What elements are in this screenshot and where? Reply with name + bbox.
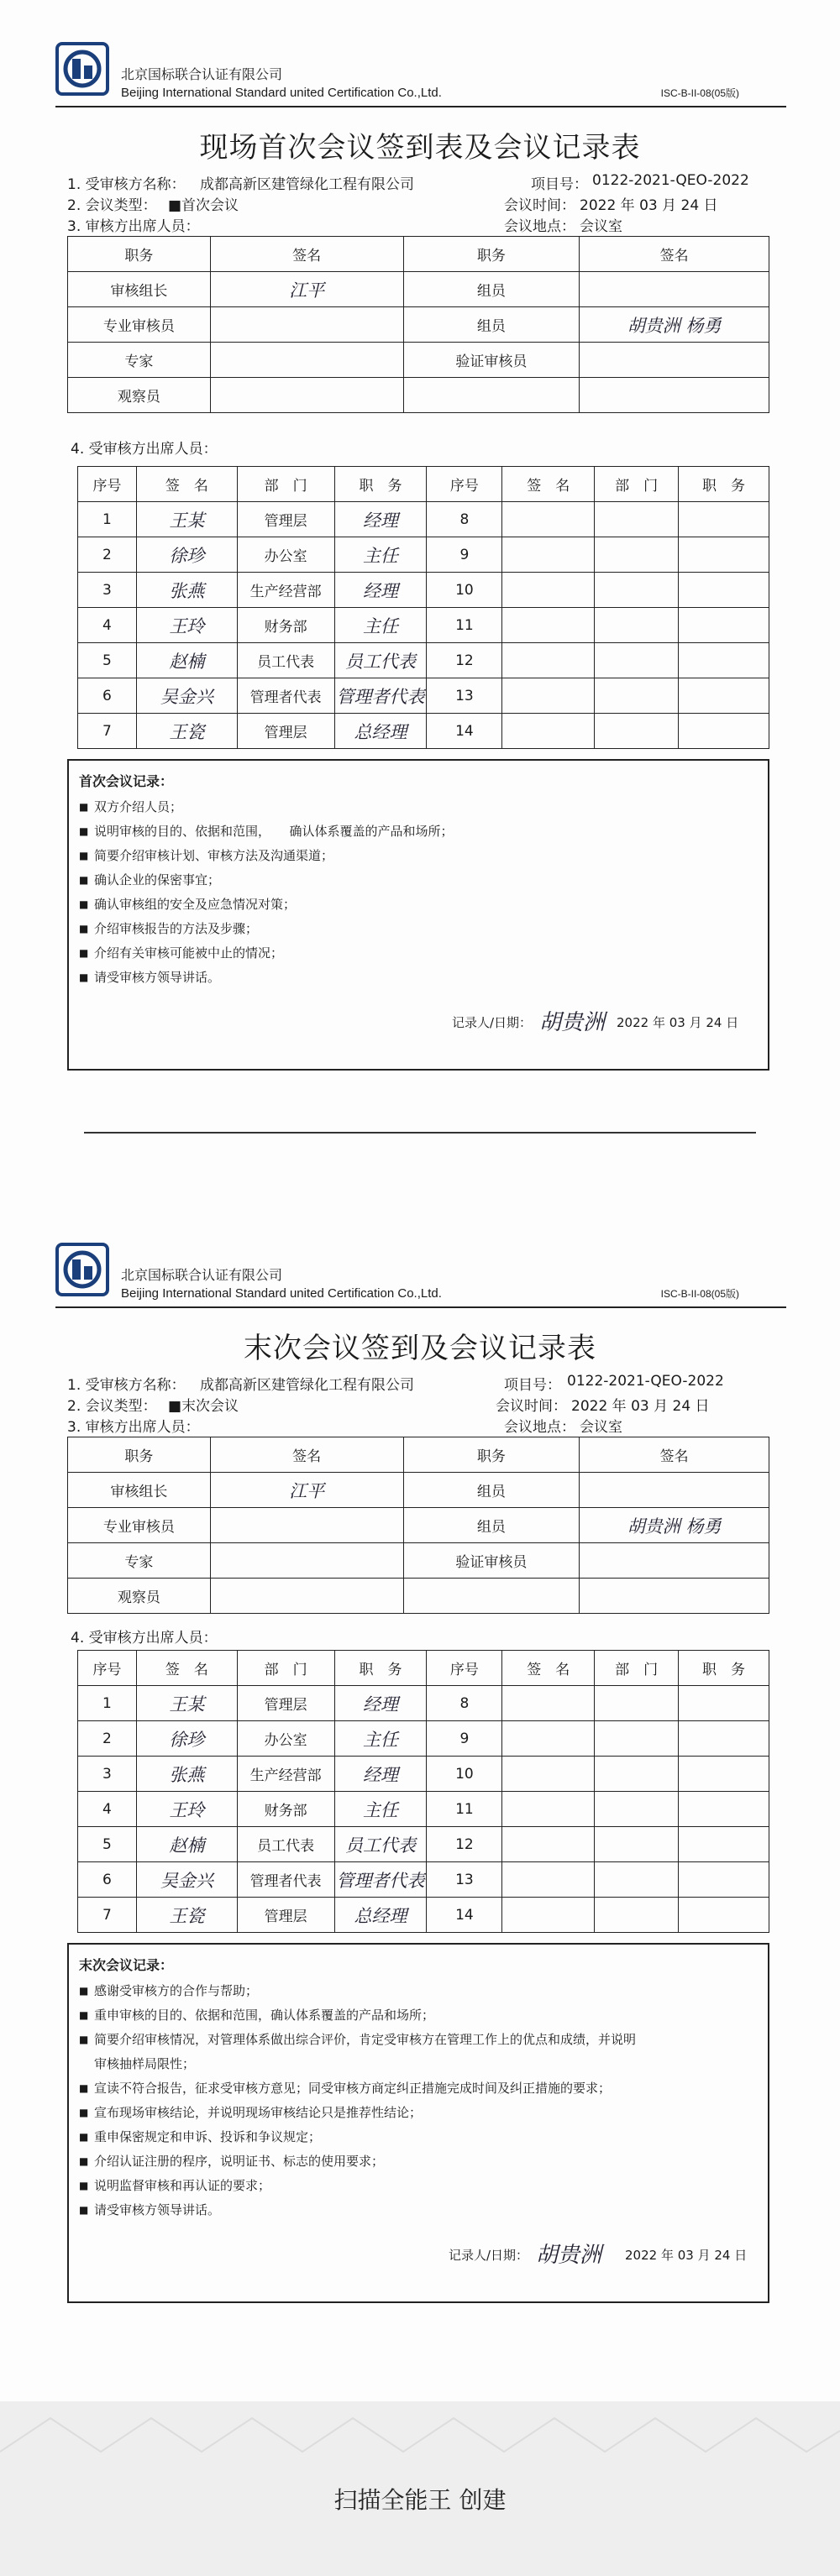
signature-cell [502, 1898, 595, 1933]
page-title: 现场首次会议签到表及会议记录表 [199, 131, 641, 165]
signature-cell: 江平 [210, 1473, 403, 1508]
table-cell: 组员 [403, 307, 580, 343]
list-item: ■ 请受审核方领导讲话。 [79, 2198, 756, 2223]
table-cell: 12 [427, 643, 502, 678]
table-cell [595, 1792, 679, 1827]
place-label: 会议地点： [504, 218, 575, 235]
table-cell: 2 [78, 1721, 137, 1757]
place-value: 会议室 [580, 1419, 622, 1436]
table-cell: 管理层 [237, 502, 334, 537]
signature-cell: 主任 [334, 608, 427, 643]
list-item: ■ 重申审核的目的、依据和范围，确认体系覆盖的产品和场所； [79, 2003, 756, 2028]
type-label: 2. 会议类型： [67, 1398, 157, 1415]
list-item: ■ 说明审核的目的、依据和范围， 确认体系覆盖的产品和场所； [79, 819, 756, 844]
table-cell: 5 [78, 1827, 137, 1862]
table-cell [679, 678, 769, 714]
table-cell: 财务部 [237, 608, 334, 643]
signature-cell: 总经理 [334, 1898, 427, 1933]
table-cell [595, 1862, 679, 1898]
signature-cell [580, 1579, 769, 1614]
table-row [78, 1721, 769, 1757]
recorder-label: 记录人/日期： [449, 2248, 529, 2263]
table-cell: 审核组长 [68, 272, 211, 307]
project-value: 0122-2021-QEO-2022 [567, 1373, 724, 1390]
meeting-info [0, 170, 840, 236]
list-item: ■ 介绍审核报告的方法及步骤； [79, 917, 756, 941]
table-header: 职务 [68, 1437, 211, 1473]
signature-cell [502, 1721, 595, 1757]
table-cell [679, 1721, 769, 1757]
table-cell [679, 502, 769, 537]
type-value: ■首次会议 [168, 197, 239, 214]
meeting-notes [67, 1943, 769, 2303]
table-cell: 管理者代表 [237, 678, 334, 714]
table-cell: 9 [427, 537, 502, 573]
table-cell [595, 1827, 679, 1862]
signature-cell [502, 537, 595, 573]
signature-cell: 王某 [136, 1686, 237, 1721]
signature-cell: 员工代表 [334, 1827, 427, 1862]
table-cell: 4 [78, 1792, 137, 1827]
table-header: 职 务 [679, 467, 769, 502]
table-cell: 专家 [68, 343, 211, 378]
time-label: 会议时间： [496, 1398, 567, 1415]
table-row [78, 1792, 769, 1827]
table-cell: 8 [427, 1686, 502, 1721]
table-header: 职务 [403, 237, 580, 272]
signature-cell: 总经理 [334, 714, 427, 749]
meeting-notes [67, 759, 769, 1071]
auditor-table [67, 1437, 769, 1614]
signature-cell: 张燕 [136, 1757, 237, 1792]
auditee-attendees-label: 4. 受审核方出席人员： [71, 441, 218, 458]
letterhead [0, 34, 840, 109]
table-row [78, 1898, 769, 1933]
project-value: 0122-2021-QEO-2022 [592, 172, 749, 189]
signature-cell [502, 608, 595, 643]
list-item: ■ 说明监督审核和再认证的要求； [79, 2174, 756, 2198]
attendees-label: 3. 审核方出席人员： [67, 218, 200, 235]
list-item: ■ 请受审核方领导讲话。 [79, 966, 756, 990]
table-cell: 14 [427, 1898, 502, 1933]
list-item: ■ 简要介绍审核计划、审核方法及沟通渠道； [79, 844, 756, 868]
table-cell: 12 [427, 1827, 502, 1862]
signature-cell: 王瓷 [136, 714, 237, 749]
table-header: 职 务 [334, 467, 427, 502]
list-item: ■ 双方介绍人员； [79, 795, 756, 819]
list-item: ■ 感谢受审核方的合作与帮助； [79, 1979, 756, 2003]
table-cell [679, 1757, 769, 1792]
table-header: 签 名 [502, 1651, 595, 1686]
table-cell: 7 [78, 714, 137, 749]
auditee-attendees-label: 4. 受审核方出席人员： [71, 1630, 218, 1647]
table-cell [403, 1579, 580, 1614]
signature-cell [502, 573, 595, 608]
table-cell: 员工代表 [237, 1827, 334, 1862]
table-header: 序号 [427, 467, 502, 502]
list-item: ■ 介绍有关审核可能被中止的情况； [79, 941, 756, 966]
table-cell: 生产经营部 [237, 1757, 334, 1792]
type-value: ■末次会议 [168, 1398, 239, 1415]
signature-cell: 主任 [334, 1792, 427, 1827]
signature-cell: 经理 [334, 573, 427, 608]
table-cell: 管理者代表 [237, 1862, 334, 1898]
signature-cell: 胡贵洲 杨勇 [580, 1508, 769, 1543]
signature-cell [580, 1473, 769, 1508]
table-cell: 13 [427, 1862, 502, 1898]
signature-cell: 王玲 [136, 1792, 237, 1827]
signature-cell: 管理者代表 [334, 678, 427, 714]
signature-cell: 赵楠 [136, 1827, 237, 1862]
meeting-info [0, 1371, 840, 1437]
table-cell: 1 [78, 502, 137, 537]
table-header: 职务 [68, 237, 211, 272]
signature-cell: 主任 [334, 537, 427, 573]
notes-list [79, 795, 756, 990]
table-cell: 3 [78, 573, 137, 608]
table-cell [679, 1792, 769, 1827]
table-cell [679, 1827, 769, 1862]
table-cell: 生产经营部 [237, 573, 334, 608]
signature-cell [502, 643, 595, 678]
first-meeting-sheet [0, 34, 840, 1071]
table-header: 部 门 [595, 467, 679, 502]
recorder-date: 2022 年 03 月 24 日 [625, 2248, 748, 2263]
signature-cell [580, 272, 769, 307]
table-cell [595, 1757, 679, 1792]
table-header: 序号 [427, 1651, 502, 1686]
list-item: ■ 宣读不符合报告，征求受审核方意见；同受审核方商定纠正措施完成时间及纠正措施的要求； [79, 2076, 756, 2101]
table-header: 职 务 [679, 1651, 769, 1686]
signature-cell [580, 343, 769, 378]
signature-cell: 吴金兴 [136, 678, 237, 714]
signature-cell [210, 343, 403, 378]
recorder-signature: 胡贵洲 [536, 2243, 602, 2268]
table-row [78, 643, 769, 678]
signature-cell: 吴金兴 [136, 1862, 237, 1898]
table-row [78, 1757, 769, 1792]
table-row [78, 1827, 769, 1862]
table-cell: 财务部 [237, 1792, 334, 1827]
project-label: 项目号： [531, 176, 588, 193]
table-header: 序号 [78, 1651, 137, 1686]
table-header: 签 名 [502, 467, 595, 502]
table-cell [679, 1898, 769, 1933]
table-cell: 1 [78, 1686, 137, 1721]
table-cell: 管理层 [237, 714, 334, 749]
table-cell: 专家 [68, 1543, 211, 1579]
table-header: 部 门 [595, 1651, 679, 1686]
footer-text: 扫描全能王 创建 [333, 2486, 507, 2514]
list-item: ■ 确认企业的保密事宜； [79, 868, 756, 893]
auditee-label: 1. 受审核方名称： [67, 1377, 186, 1394]
page-title: 末次会议签到及会议记录表 [244, 1332, 596, 1365]
table-row [78, 502, 769, 537]
table-cell: 审核组长 [68, 1473, 211, 1508]
table-cell: 6 [78, 1862, 137, 1898]
attendee-table [77, 466, 769, 749]
last-meeting-sheet [0, 1234, 840, 2303]
scanner-footer [0, 2401, 840, 2576]
signature-cell [502, 502, 595, 537]
table-cell [403, 378, 580, 413]
table-cell [595, 1721, 679, 1757]
table-cell: 组员 [403, 1508, 580, 1543]
table-cell: 观察员 [68, 1579, 211, 1614]
table-cell: 8 [427, 502, 502, 537]
signature-cell: 徐珍 [136, 1721, 237, 1757]
recorder-label: 记录人/日期： [452, 1015, 533, 1030]
table-cell [595, 573, 679, 608]
auditee-value: 成都高新区建管绿化工程有限公司 [200, 176, 414, 193]
table-row [78, 1862, 769, 1898]
auditor-table [67, 236, 769, 413]
signature-cell [502, 1792, 595, 1827]
table-cell: 9 [427, 1721, 502, 1757]
table-cell: 11 [427, 1792, 502, 1827]
signature-cell [210, 1508, 403, 1543]
form-code: ISC-B-II-08(05版) [660, 1288, 739, 1300]
list-item: ■ 重申保密规定和申诉、投诉和争议规定； [79, 2125, 756, 2149]
signature-cell: 赵楠 [136, 643, 237, 678]
time-value: 2022 年 03 月 24 日 [580, 197, 718, 214]
table-row [78, 608, 769, 643]
table-cell: 验证审核员 [403, 1543, 580, 1579]
auditee-label: 1. 受审核方名称： [67, 176, 186, 193]
org-name-en: Beijing International Standard united Certification Co.,Ltd. [121, 86, 442, 100]
list-item: ■ 确认审核组的安全及应急情况对策； [79, 893, 756, 917]
signature-cell: 经理 [334, 502, 427, 537]
table-cell: 6 [78, 678, 137, 714]
table-cell: 7 [78, 1898, 137, 1933]
table-cell: 10 [427, 573, 502, 608]
table-cell [679, 537, 769, 573]
table-header: 签 名 [136, 467, 237, 502]
table-cell [679, 608, 769, 643]
time-value: 2022 年 03 月 24 日 [571, 1398, 710, 1415]
type-label: 2. 会议类型： [67, 197, 157, 214]
table-header: 职务 [403, 1437, 580, 1473]
table-header: 职 务 [334, 1651, 427, 1686]
page-divider [84, 1132, 756, 1134]
list-item-continuation: 审核抽样局限性； [94, 2056, 196, 2071]
table-cell [595, 537, 679, 573]
table-cell [679, 1862, 769, 1898]
signature-cell: 经理 [334, 1757, 427, 1792]
table-cell [595, 1898, 679, 1933]
time-label: 会议时间： [504, 197, 575, 214]
table-cell: 3 [78, 1757, 137, 1792]
table-cell: 管理层 [237, 1686, 334, 1721]
signature-cell [580, 378, 769, 413]
signature-cell: 江平 [210, 272, 403, 307]
table-header: 部 门 [237, 467, 334, 502]
signature-cell: 胡贵洲 杨勇 [580, 307, 769, 343]
table-row [78, 714, 769, 749]
place-value: 会议室 [580, 218, 622, 235]
table-header: 签名 [210, 1437, 403, 1473]
recorder-signature: 胡贵洲 [539, 1010, 606, 1035]
signature-cell [502, 1686, 595, 1721]
list-item: ■ 介绍认证注册的程序，说明证书、标志的使用要求； [79, 2149, 756, 2174]
signature-cell: 王玲 [136, 608, 237, 643]
attendee-table [77, 1650, 769, 1933]
signature-cell [210, 307, 403, 343]
table-cell: 办公室 [237, 537, 334, 573]
table-cell: 组员 [403, 1473, 580, 1508]
table-cell: 办公室 [237, 1721, 334, 1757]
auditee-value: 成都高新区建管绿化工程有限公司 [200, 1377, 414, 1394]
table-cell: 2 [78, 537, 137, 573]
attendees-label: 3. 审核方出席人员： [67, 1419, 200, 1436]
table-row [78, 537, 769, 573]
table-cell: 管理层 [237, 1898, 334, 1933]
table-cell: 13 [427, 678, 502, 714]
table-cell [679, 643, 769, 678]
table-row [78, 573, 769, 608]
org-name-cn: 北京国标联合认证有限公司 [121, 66, 283, 82]
signature-cell [502, 678, 595, 714]
signature-cell: 徐珍 [136, 537, 237, 573]
recorder-row [79, 1002, 756, 1044]
notes-list [79, 1979, 756, 2223]
signature-cell [502, 1862, 595, 1898]
signature-cell [502, 714, 595, 749]
table-cell: 专业审核员 [68, 307, 211, 343]
table-cell: 员工代表 [237, 643, 334, 678]
notes-title: 首次会议记录： [79, 773, 174, 789]
table-cell [595, 608, 679, 643]
table-row [78, 1686, 769, 1721]
pattern-decoration-icon [0, 2401, 840, 2469]
table-cell: 组员 [403, 272, 580, 307]
signature-cell [502, 1827, 595, 1862]
signature-cell: 经理 [334, 1686, 427, 1721]
signature-cell [502, 1757, 595, 1792]
table-cell: 专业审核员 [68, 1508, 211, 1543]
company-logo-icon [55, 1243, 109, 1296]
table-cell [679, 714, 769, 749]
signature-cell [210, 378, 403, 413]
recorder-row [79, 2234, 756, 2276]
table-cell [595, 714, 679, 749]
recorder-date: 2022 年 03 月 24 日 [617, 1015, 739, 1030]
table-cell [595, 502, 679, 537]
form-code: ISC-B-II-08(05版) [660, 87, 739, 99]
table-cell [595, 678, 679, 714]
place-label: 会议地点： [504, 1419, 575, 1436]
table-cell: 观察员 [68, 378, 211, 413]
signature-cell [580, 1543, 769, 1579]
table-cell [595, 643, 679, 678]
table-cell [595, 1686, 679, 1721]
signature-cell: 王瓷 [136, 1898, 237, 1933]
table-row [78, 678, 769, 714]
table-cell [679, 573, 769, 608]
table-header: 签名 [210, 237, 403, 272]
org-name-en: Beijing International Standard united Certification Co.,Ltd. [121, 1286, 442, 1301]
table-header: 部 门 [237, 1651, 334, 1686]
signature-cell: 员工代表 [334, 643, 427, 678]
list-item: ■ 简要介绍审核情况，对管理体系做出综合评价，肯定受审核方在管理工作上的优点和成绩，并说明 [79, 2028, 756, 2052]
table-cell: 4 [78, 608, 137, 643]
table-cell: 14 [427, 714, 502, 749]
letterhead [0, 1234, 840, 1310]
project-label: 项目号： [504, 1377, 561, 1394]
table-cell: 验证审核员 [403, 343, 580, 378]
signature-cell: 管理者代表 [334, 1862, 427, 1898]
signature-cell [210, 1579, 403, 1614]
table-header: 签 名 [136, 1651, 237, 1686]
signature-cell: 主任 [334, 1721, 427, 1757]
table-header: 签名 [580, 1437, 769, 1473]
signature-cell: 张燕 [136, 573, 237, 608]
table-cell [679, 1686, 769, 1721]
header-rule [55, 1306, 786, 1308]
table-cell: 10 [427, 1757, 502, 1792]
table-header: 序号 [78, 467, 137, 502]
org-name-cn: 北京国标联合认证有限公司 [121, 1267, 283, 1283]
table-cell: 11 [427, 608, 502, 643]
company-logo-icon [55, 42, 109, 96]
header-rule [55, 106, 786, 107]
signature-cell [210, 1543, 403, 1579]
table-header: 签名 [580, 237, 769, 272]
table-cell: 5 [78, 643, 137, 678]
notes-title: 末次会议记录： [79, 1957, 174, 1973]
list-item: ■ 宣布现场审核结论，并说明现场审核结论只是推荐性结论； [79, 2101, 756, 2125]
signature-cell: 王某 [136, 502, 237, 537]
